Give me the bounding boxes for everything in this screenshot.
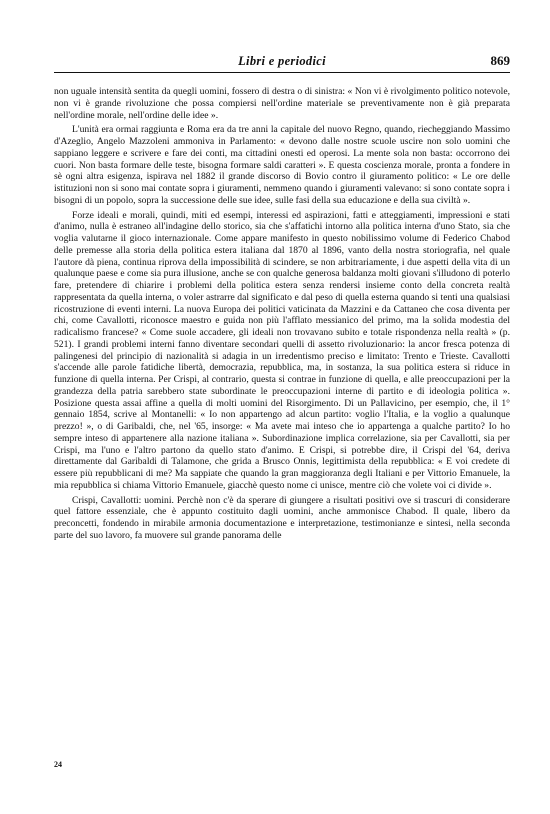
paragraph-3: Forze ideali e morali, quindi, miti ed esempi, interessi ed aspirazioni, fatti e atteggiamenti, impressioni e stati d'animo, nulla è estraneo all'indagine dello storico, sia che s'affatichi intorno alla politica interna d'uno Stato, sia che voglia valutarne il gioco internazionale. Come appare manifesto in questo nobilissimo volume di Federico Chabod delle premesse alla storia della politica estera italiana dal 1870 al 1896, vanto della nostra storiografia, nel quale l'autore dà piena, continua riprova della impossibilità di scindere, se non arbitrariamente, i due aspetti della vita di un qualunque paese e come sia pura illusione, anche se con qualche generosa baldanza molti giovani s'illudono di poterlo fare, pretendere di chiarire i problemi della politica estera senza rendersi insieme conto della concreta realtà rappresentata da quella interna, o voler astrarre dal significato e dal peso di quella esterna quando si tenti una qualsiasi ricostruzione di eventi interni. La nuova Europa dei politici vaticinata da Mazzini e da Cattaneo che cosa diventa per chi, come Cavallotti, riconosce maestro e guida non più l'afflato messianico del primo, ma la solida modestia del radicalismo francese? « Come suole accadere, gli ideali non trovavano subito e totale rispondenza nella realtà » (p. 521). I grandi problemi interni fanno diventare secondari quelli di assetto rivoluzionario: la ancor fresca potenza di palingenesi del principio di nazionalità si adagia in un irredentismo preciso e limitato: Trento e Trieste. Cavallotti s'accende alle parole fatidiche libertà, democrazia, repubblica, ma, in sostanza, la sua politica estera si riduce in funzione di quella interna. Per Crispi, al contrario, questa si contrae in funzione di quella, e alle preoccupazioni per la grandezza della patria sarebbero state subordinate le preoccupazioni interne di partito e di ideologia politica ». Posizione questa assai affine a quella di molti uomini del Risorgimento. Di un Pallavicino, per esempio, che, il 1° gennaio 1854, scrive al Montanelli: « Io non appartengo ad alcun partito: voglio l'Italia, e la voglio a qualunque prezzo! », o di Garibaldi, che, nel '65, insorge: « Ma avete mai inteso che io appartenga a qualche partito? Io ho sempre inteso di appartenere alla nazione italiana ». Subordinazione implica correlazione, sia per Cavallotti, sia per Crispi, ma l'uno e l'altro partono da quello stato d'animo. E Crispi, si potrebbe dire, il Crispi del '64, deriva direttamente dal Garibaldi di Talamone, che grida a Brusco Onnis, legittimista della repubblica: « E voi credete di essere più repubblicani di me? Ma sappiate che quando la gran maggioranza degli Italiani e per Vittorio Emanuele, la mia repubblica si chiama Vittorio Emanuele, giacchè questo nome ci unisce, mentre ciò che volete voi ci divide ». <box>54 209 510 491</box>
paragraph-2: L'unità era ormai raggiunta e Roma era da tre anni la capitale del nuovo Regno, quando, riecheggiando Massimo d'Azeglio, Angelo Mazzoleni ammoniva in Parlamento: « devono dalle nostre scuole uscire non solo uomini che sappiano leggere e scrivere e fare dei conti, ma cittadini onesti ed operosi. La mente sola non basta: occorrono dei cuori. Non basta formare delle teste, bisogna formare saldi caratteri ». E questa coscienza morale, pronta a fondere in sè ogni altra esigenza, ispirava nel 1882 il grande discorso di Bovio contro il giuramento politico: « Le ore delle istituzioni non si sono mai contate sopra i giuramenti, nemmeno quando i giuramenti valevano: si sono contate sopra i bisogni di un popolo, sopra la successione delle sue idee, sulle fasi della sua educazione e della sua civiltà ». <box>54 124 510 206</box>
paragraph-4: Crispi, Cavallotti: uomini. Perchè non c'è da sperare di giungere a risultati positivi ove si trascuri di considerare quel fattore essenziale, che è appunto costituito dagli uomini, anche ammonisce Chabod. Il quale, libero da preconcetti, fondendo in mirabile armonia documentazione e interpretazione, testimonianze e sintesi, nella seconda parte del suo lavoro, fa muovere sul grande panorama delle <box>54 494 510 541</box>
page-body <box>54 86 510 542</box>
signature-mark: 24 <box>54 760 62 769</box>
running-header <box>54 52 510 73</box>
section-title: Libri e periodici <box>238 54 326 68</box>
page-number: 869 <box>490 53 510 68</box>
paragraph-1: non uguale intensità sentita da quegli uomini, fossero di destra o di sinistra: « Non vi è rivolgimento politico notevole, non vi è grande rivoluzione che possa compiersi nell'ordine materiale se preventivamente non è già preparata nell'ordine morale, nell'ordine delle idee ». <box>54 86 510 121</box>
